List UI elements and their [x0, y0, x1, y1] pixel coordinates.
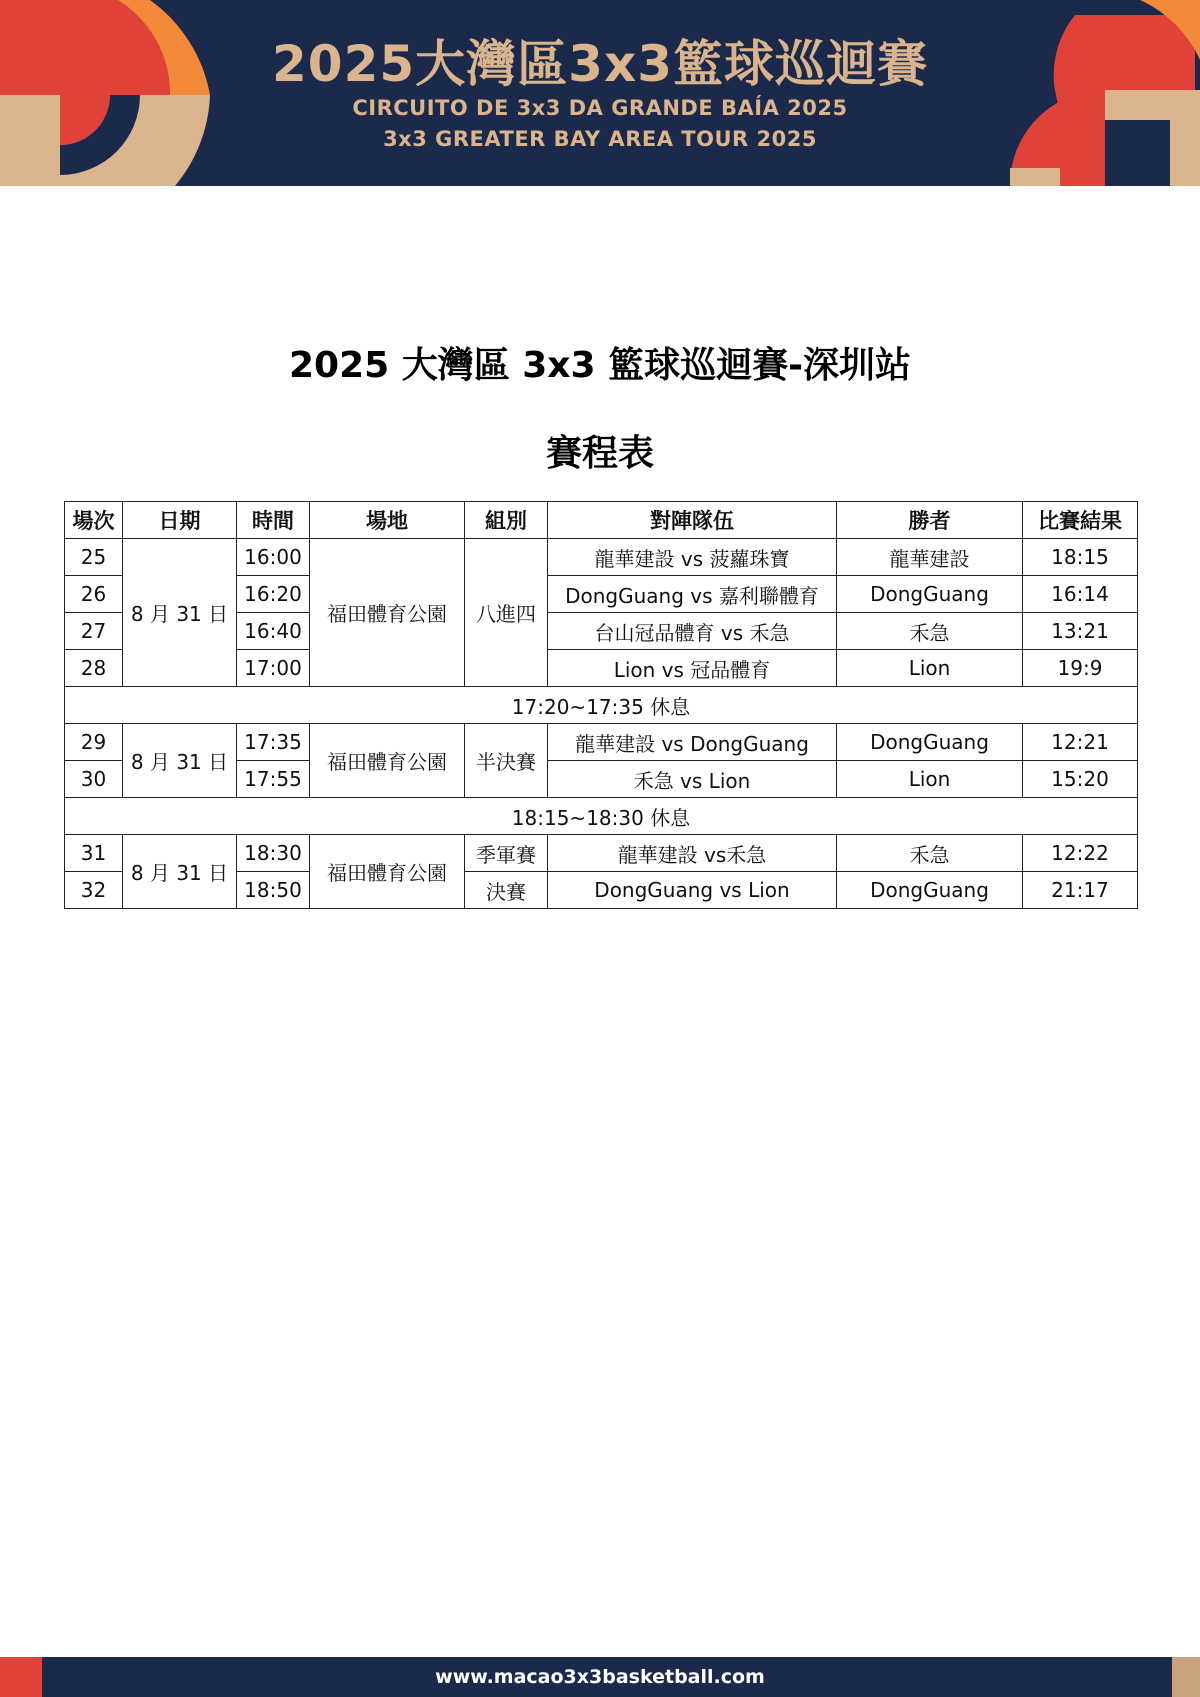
score: 21:17	[1023, 872, 1138, 909]
header-banner	[0, 0, 1200, 186]
matchup: 龍華建設 vs禾急	[548, 835, 837, 872]
score: 19:9	[1023, 650, 1138, 687]
score: 13:21	[1023, 613, 1138, 650]
match-stage: 八進四	[465, 539, 548, 687]
header-date: 日期	[123, 502, 237, 539]
header-match-number: 場次	[65, 502, 123, 539]
score: 12:21	[1023, 724, 1138, 761]
document-subtitle: 賽程表	[545, 433, 654, 474]
score: 16:14	[1023, 576, 1138, 613]
match-number: 30	[65, 761, 123, 798]
table-row	[65, 724, 1138, 761]
matchup: Lion vs 冠品體育	[548, 650, 837, 687]
match-time: 17:55	[237, 761, 310, 798]
break-row	[65, 798, 1138, 835]
winner: 禾急	[837, 613, 1023, 650]
match-date: 8 月 31 日	[123, 724, 237, 798]
winner: 禾急	[837, 835, 1023, 872]
winner: DongGuang	[837, 872, 1023, 909]
matchup: 台山冠品體育 vs 禾急	[548, 613, 837, 650]
match-number: 26	[65, 576, 123, 613]
score: 12:22	[1023, 835, 1138, 872]
table-row	[65, 835, 1138, 872]
matchup: 龍華建設 vs DongGuang	[548, 724, 837, 761]
footer-bar	[0, 1657, 1200, 1697]
matchup: DongGuang vs Lion	[548, 872, 837, 909]
winner: Lion	[837, 761, 1023, 798]
match-time: 16:00	[237, 539, 310, 576]
banner-subtitle-english: 3x3 GREATER BAY AREA TOUR 2025	[383, 127, 817, 151]
match-time: 18:50	[237, 872, 310, 909]
winner: 龍華建設	[837, 539, 1023, 576]
match-time: 16:40	[237, 613, 310, 650]
winner: DongGuang	[837, 724, 1023, 761]
match-venue: 福田體育公園	[310, 724, 465, 798]
score: 15:20	[1023, 761, 1138, 798]
schedule-table	[64, 501, 1138, 909]
header-score: 比賽結果	[1023, 502, 1138, 539]
banner-subtitle-portuguese: CIRCUITO DE 3x3 DA GRANDE BAÍA 2025	[352, 96, 848, 120]
match-number: 29	[65, 724, 123, 761]
break-text: 17:20~17:35 休息	[65, 687, 1138, 724]
break-text: 18:15~18:30 休息	[65, 798, 1138, 835]
match-number: 27	[65, 613, 123, 650]
match-date: 8 月 31 日	[123, 835, 237, 909]
match-date: 8 月 31 日	[123, 539, 237, 687]
match-number: 28	[65, 650, 123, 687]
match-stage: 半決賽	[465, 724, 548, 798]
winner: Lion	[837, 650, 1023, 687]
match-number: 32	[65, 872, 123, 909]
break-row	[65, 687, 1138, 724]
score: 18:15	[1023, 539, 1138, 576]
match-time: 17:35	[237, 724, 310, 761]
header-winner: 勝者	[837, 502, 1023, 539]
header-matchup: 對陣隊伍	[548, 502, 837, 539]
header-time: 時間	[237, 502, 310, 539]
match-time: 16:20	[237, 576, 310, 613]
match-stage: 季軍賽	[465, 835, 548, 872]
banner-title: 2025大灣區3x3籃球巡迴賽	[272, 35, 928, 93]
match-venue: 福田體育公園	[310, 835, 465, 909]
matchup: 龍華建設 vs 菠蘿珠寶	[548, 539, 837, 576]
header-stage: 組別	[465, 502, 548, 539]
match-time: 17:00	[237, 650, 310, 687]
match-time: 18:30	[237, 835, 310, 872]
document-title: 2025 大灣區 3x3 籃球巡迴賽-深圳站	[288, 345, 912, 386]
match-number: 25	[65, 539, 123, 576]
footer-website-link[interactable]: www.macao3x3basketball.com	[435, 1666, 765, 1688]
table-header-row	[65, 502, 1138, 539]
table-row	[65, 539, 1138, 576]
match-number: 31	[65, 835, 123, 872]
match-stage: 決賽	[465, 872, 548, 909]
winner: DongGuang	[837, 576, 1023, 613]
match-venue: 福田體育公園	[310, 539, 465, 687]
matchup: 禾急 vs Lion	[548, 761, 837, 798]
header-venue: 場地	[310, 502, 465, 539]
matchup: DongGuang vs 嘉利聯體育	[548, 576, 837, 613]
